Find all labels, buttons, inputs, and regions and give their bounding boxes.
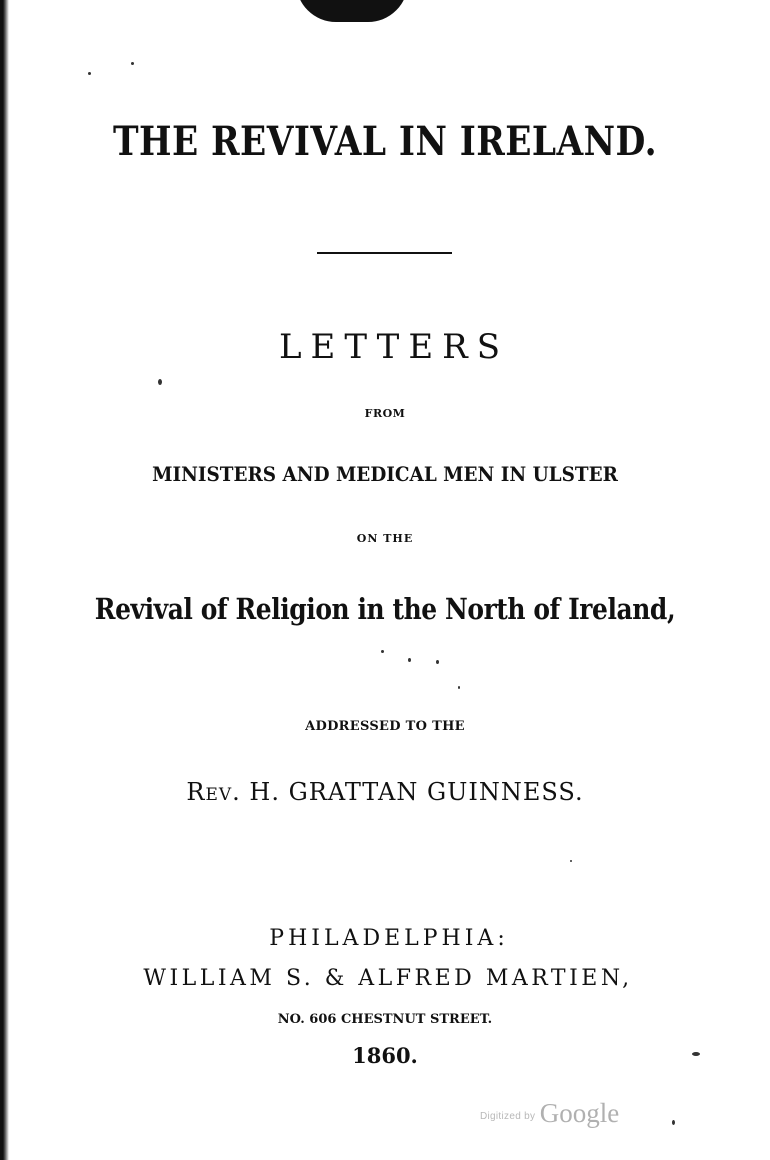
digitization-watermark (480, 1098, 619, 1129)
imprint-address: NO. 606 CHESTNUT STREET. (277, 1012, 493, 1027)
authors-line: MINISTERS AND MEDICAL MEN IN ULSTER (152, 462, 618, 486)
watermark-prefix: Digitized by (480, 1111, 536, 1122)
on-the-label: ON THE (356, 532, 414, 545)
scan-speck (131, 62, 134, 65)
imprint-year: 1860. (352, 1043, 418, 1068)
book-title: THE REVIVAL IN IRELAND. (113, 118, 657, 165)
addressed-to-label: ADDRESSED TO THE (305, 719, 465, 734)
scan-speck (158, 379, 162, 385)
title-divider (317, 252, 452, 254)
recipient-name: Rev. H. GRATTAN GUINNESS. (186, 778, 584, 806)
imprint-city: PHILADELPHIA: (269, 926, 509, 951)
scan-speck (672, 1120, 675, 1125)
letters-heading: LETTERS (278, 327, 510, 367)
scan-speck (408, 658, 411, 662)
scan-speck (436, 660, 439, 664)
scan-speck (381, 650, 384, 653)
scan-speck (88, 72, 91, 75)
from-label: FROM (364, 407, 406, 420)
scan-speck (570, 860, 572, 862)
imprint-publisher: WILLIAM S. & ALFRED MARTIEN, (143, 966, 633, 991)
ink-blot (296, 0, 408, 22)
subject-line: Revival of Religion in the North of Ireland, (94, 592, 676, 626)
scan-speck (458, 686, 460, 689)
watermark-brand: Google (539, 1098, 620, 1128)
